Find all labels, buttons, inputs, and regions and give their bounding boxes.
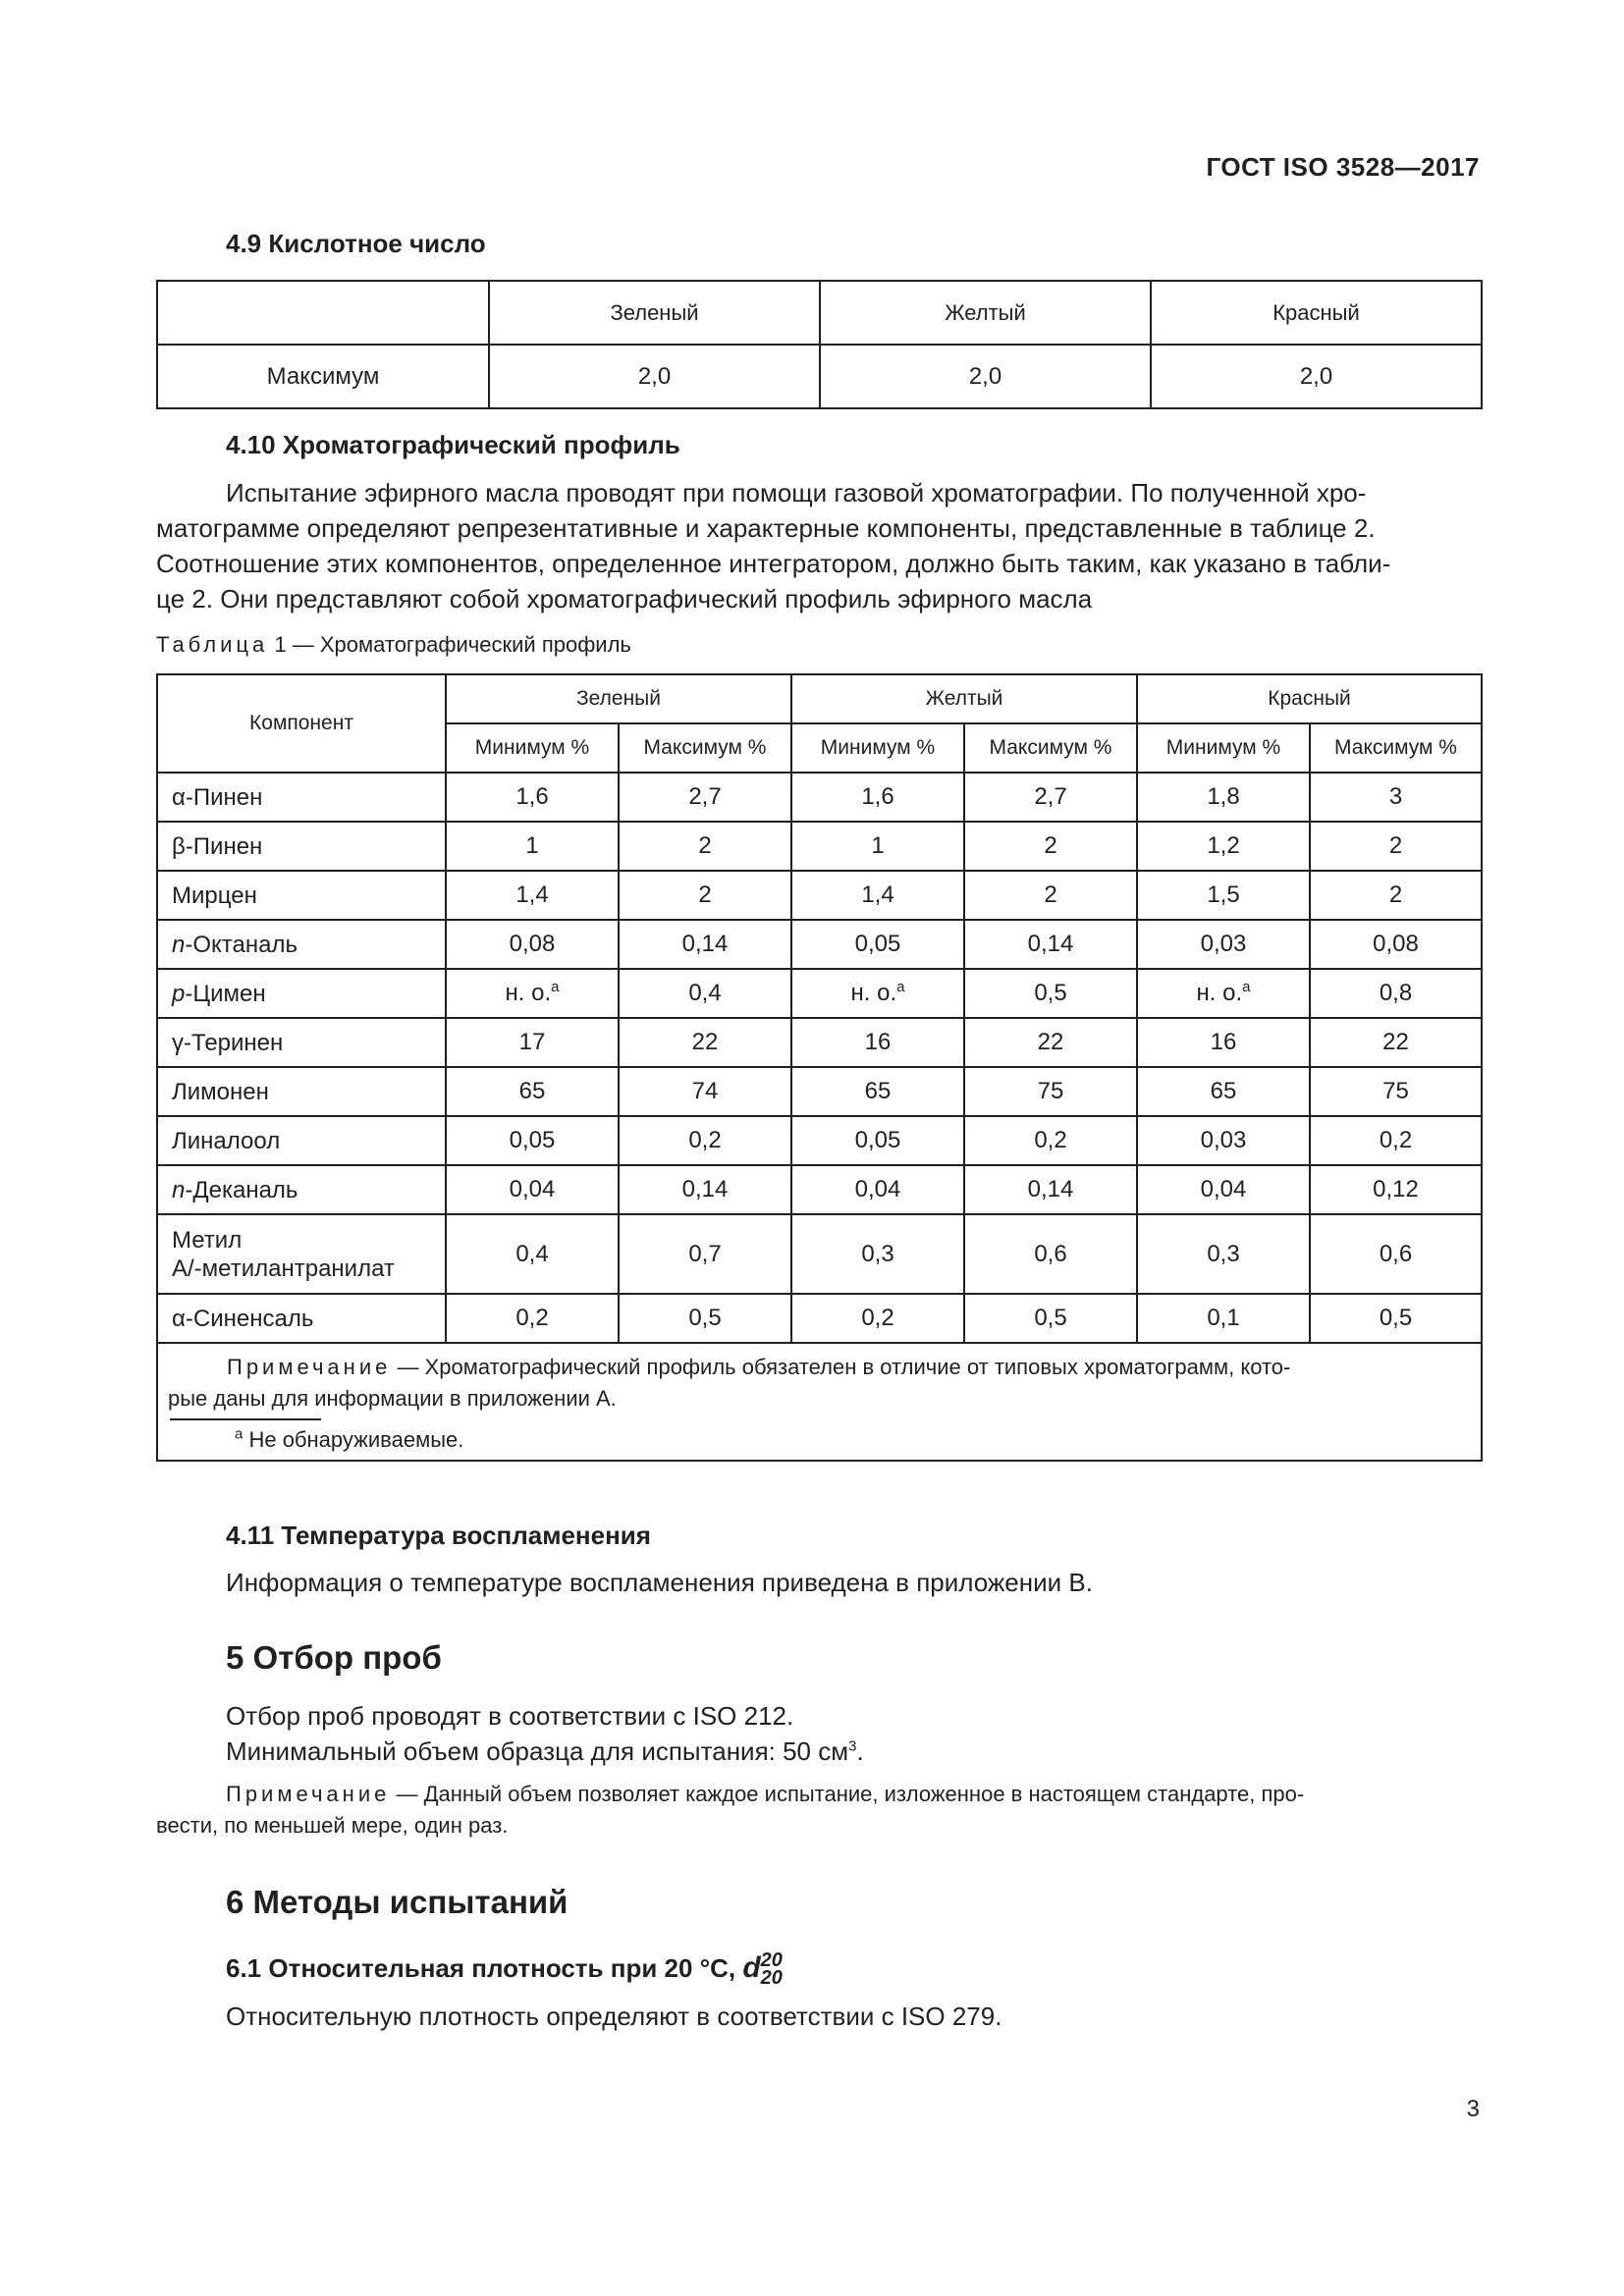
value-cell xyxy=(1310,822,1482,871)
value-text: 65 xyxy=(518,1078,546,1104)
group-header-green: Зеленый xyxy=(446,674,791,723)
value-cell xyxy=(1310,1165,1482,1214)
value-text: 0,04 xyxy=(854,1176,901,1202)
relative-density-symbol xyxy=(742,1949,783,1990)
value-cell xyxy=(619,1214,791,1294)
component-name xyxy=(157,920,446,969)
note-label: Примечание xyxy=(226,1782,391,1806)
section-6-1-title xyxy=(226,1949,783,1990)
paragraph-line: матограмме определяют репрезентативные и характерные компоненты, представленные в таблице 2. xyxy=(156,513,1376,543)
value-cell xyxy=(619,1165,791,1214)
value-cell xyxy=(619,1018,791,1067)
value-text: 0,3 xyxy=(1207,1240,1240,1267)
component-prefix: α- xyxy=(172,1305,193,1332)
value-cell xyxy=(1310,1018,1482,1067)
value-cell xyxy=(1310,1214,1482,1294)
component-name xyxy=(157,1294,446,1343)
value-text: 0,14 xyxy=(1027,1176,1074,1202)
component-label: Синенсаль xyxy=(192,1305,314,1332)
note-text: — Хроматографический профиль обязателен в отличие от типовых хроматограмм, кото- xyxy=(391,1355,1291,1379)
value-text: 2 xyxy=(698,832,712,859)
component-prefix: n xyxy=(172,1176,186,1203)
table-row xyxy=(157,1067,1482,1116)
table-row xyxy=(157,822,1482,871)
component-label: Пинен xyxy=(192,783,263,811)
value-text: 1,8 xyxy=(1207,783,1240,810)
value-cell xyxy=(791,871,964,920)
value-text: 16 xyxy=(1210,1029,1237,1055)
value-text: 2 xyxy=(1388,832,1403,859)
acid-number-table xyxy=(156,280,1483,409)
value-text: 1,4 xyxy=(515,881,549,908)
table-caption xyxy=(156,629,631,661)
value-cell xyxy=(964,920,1137,969)
value-cell xyxy=(446,773,619,822)
table-cell: 2,0 xyxy=(820,345,1151,408)
group-header-yellow: Желтый xyxy=(791,674,1137,723)
footnote-mark: a xyxy=(1242,979,1251,995)
value-cell xyxy=(791,920,964,969)
footnote-mark: a xyxy=(896,979,905,995)
value-text: 17 xyxy=(518,1029,546,1055)
component-name xyxy=(157,1067,446,1116)
value-text: 0,08 xyxy=(1373,931,1419,957)
superscript: 3 xyxy=(848,1737,857,1755)
value-text: 0,2 xyxy=(688,1127,722,1153)
value-cell xyxy=(446,1294,619,1343)
section-5-line-1: Отбор проб проводят в соответствии с ISO 212. xyxy=(226,1701,794,1731)
value-text: 65 xyxy=(864,1078,892,1104)
value-cell xyxy=(1137,1018,1310,1067)
component-prefix: γ- xyxy=(172,1029,191,1056)
value-cell xyxy=(1310,1116,1482,1165)
note-text-line-2: вести, по меньшей мере, один раз. xyxy=(156,1813,509,1838)
value-text: 2 xyxy=(1388,881,1403,908)
value-text: 0,2 xyxy=(515,1305,549,1331)
value-text: н. о. xyxy=(850,980,897,1006)
value-cell xyxy=(791,969,964,1018)
value-cell xyxy=(1137,773,1310,822)
value-cell xyxy=(1137,1165,1310,1214)
value-text: 0,05 xyxy=(509,1127,556,1153)
table-note xyxy=(157,1343,1482,1461)
table-caption-label: Таблица xyxy=(156,632,269,657)
footnote-divider xyxy=(170,1418,321,1420)
value-cell xyxy=(1310,1067,1482,1116)
component-prefix: p xyxy=(172,980,186,1007)
value-cell xyxy=(791,773,964,822)
value-cell xyxy=(1137,1067,1310,1116)
value-text: 22 xyxy=(691,1029,719,1055)
value-cell xyxy=(619,1116,791,1165)
value-text: 0,6 xyxy=(1379,1240,1413,1267)
value-text: 1,2 xyxy=(1207,832,1240,859)
value-text: 0,03 xyxy=(1200,931,1247,957)
section-5-line-2 xyxy=(226,1734,864,1769)
value-cell xyxy=(1137,1214,1310,1294)
value-text: 75 xyxy=(1037,1078,1064,1104)
value-text: 0,7 xyxy=(688,1240,722,1267)
value-cell xyxy=(1310,969,1482,1018)
component-column-header: Компонент xyxy=(157,674,446,773)
table-caption-text: 1 — Хроматографический профиль xyxy=(268,632,631,657)
section-4-10-paragraph xyxy=(156,475,1481,616)
value-text: 75 xyxy=(1382,1078,1409,1104)
value-cell xyxy=(619,822,791,871)
section-5-note xyxy=(156,1779,1481,1842)
component-name xyxy=(157,969,446,1018)
table-header-cell xyxy=(157,281,489,345)
value-text: 0,5 xyxy=(688,1305,722,1331)
value-text: 0,14 xyxy=(681,1176,729,1202)
value-text: 65 xyxy=(1210,1078,1237,1104)
value-cell xyxy=(619,1294,791,1343)
value-text: 1,6 xyxy=(861,783,894,810)
section-6-1-text: Относительную плотность определяют в соответствии с ISO 279. xyxy=(226,2002,1002,2031)
value-cell xyxy=(1137,822,1310,871)
value-cell xyxy=(446,1116,619,1165)
section-4-11-text: Информация о температуре воспламенения приведена в приложении В. xyxy=(226,1568,1093,1597)
component-label: Линалоол xyxy=(172,1127,281,1154)
value-text: 1,6 xyxy=(515,783,549,810)
component-label: -Деканаль xyxy=(185,1176,298,1203)
value-cell xyxy=(446,920,619,969)
value-text: 0,2 xyxy=(1379,1127,1413,1153)
value-text: 0,12 xyxy=(1373,1176,1419,1202)
value-cell xyxy=(446,969,619,1018)
subheader-min: Минимум % xyxy=(446,723,619,773)
value-text: 0,8 xyxy=(1379,980,1413,1006)
value-cell xyxy=(964,1165,1137,1214)
section-5-title: 5 Отбор проб xyxy=(226,1639,442,1676)
section-4-11-title: 4.11 Температура воспламенения xyxy=(226,1521,651,1550)
value-text: 1 xyxy=(525,832,539,859)
value-cell xyxy=(791,1214,964,1294)
subheader-max: Максимум % xyxy=(1310,723,1482,773)
value-cell xyxy=(1310,773,1482,822)
period: . xyxy=(856,1736,864,1766)
value-text: 0,04 xyxy=(509,1176,556,1202)
value-cell xyxy=(1310,871,1482,920)
value-cell xyxy=(619,920,791,969)
table-header-cell: Красный xyxy=(1151,281,1482,345)
component-prefix: α- xyxy=(172,783,193,811)
chromatographic-profile-table xyxy=(156,673,1483,1462)
value-cell xyxy=(791,1165,964,1214)
value-cell xyxy=(964,822,1137,871)
value-text: 0,05 xyxy=(854,931,901,957)
value-text: 2 xyxy=(698,881,712,908)
value-text: 2 xyxy=(1044,881,1057,908)
page-number: 3 xyxy=(1466,2096,1480,2122)
value-text: 74 xyxy=(691,1078,719,1104)
value-text: 2,7 xyxy=(1034,783,1067,810)
value-cell xyxy=(1310,920,1482,969)
component-prefix: β- xyxy=(172,832,193,860)
table-header-cell: Зеленый xyxy=(489,281,820,345)
value-text: 0,5 xyxy=(1034,1305,1067,1331)
value-cell xyxy=(791,1018,964,1067)
component-name xyxy=(157,822,446,871)
min-volume-text: Минимальный объем образца для испытания: 50 см xyxy=(226,1736,849,1766)
value-cell xyxy=(1137,969,1310,1018)
subheader-min: Минимум % xyxy=(791,723,964,773)
value-cell xyxy=(791,1116,964,1165)
value-text: 0,4 xyxy=(515,1240,549,1267)
table-row xyxy=(157,1018,1482,1067)
value-cell xyxy=(446,1018,619,1067)
value-cell xyxy=(619,1067,791,1116)
value-cell xyxy=(619,773,791,822)
component-label-line-2: А/-метилантранилат xyxy=(172,1255,395,1282)
component-name xyxy=(157,871,446,920)
subheader-max: Максимум % xyxy=(964,723,1137,773)
value-text: 0,5 xyxy=(1379,1305,1413,1331)
value-cell xyxy=(791,822,964,871)
subheader-min: Минимум % xyxy=(1137,723,1310,773)
table-row xyxy=(157,1116,1482,1165)
paragraph-line: це 2. Они представляют собой хроматографический профиль эфирного масла xyxy=(156,584,1093,614)
component-name xyxy=(157,1165,446,1214)
note-label: Примечание xyxy=(227,1355,392,1379)
footnote-text: Не обнаруживаемые. xyxy=(243,1427,464,1452)
section-4-10-title: 4.10 Хроматографический профиль xyxy=(226,430,680,459)
table-cell: 2,0 xyxy=(1151,345,1482,408)
subheader-max: Максимум % xyxy=(619,723,791,773)
component-name xyxy=(157,1214,446,1294)
table-row xyxy=(157,1294,1482,1343)
table-row xyxy=(157,920,1482,969)
component-name xyxy=(157,1116,446,1165)
component-name xyxy=(157,1018,446,1067)
value-cell xyxy=(964,1116,1137,1165)
value-text: 22 xyxy=(1037,1029,1064,1055)
value-text: 0,3 xyxy=(861,1240,894,1267)
value-cell xyxy=(1310,1294,1482,1343)
value-cell xyxy=(446,871,619,920)
value-text: 0,03 xyxy=(1200,1127,1247,1153)
value-text: 2 xyxy=(1044,832,1057,859)
paragraph-line: Соотношение этих компонентов, определенное интегратором, должно быть таким, как указано в табли- xyxy=(156,549,1391,578)
footnote-mark: a xyxy=(551,979,560,995)
table-cell: Максимум xyxy=(157,345,489,408)
value-cell xyxy=(964,969,1137,1018)
note-text: — Данный объем позволяет каждое испытание, изложенное в настоящем стандарте, про- xyxy=(390,1782,1305,1806)
value-text: н. о. xyxy=(1196,980,1243,1006)
value-cell xyxy=(446,1214,619,1294)
component-label: -Цимен xyxy=(185,980,266,1007)
footnote-mark: a xyxy=(235,1425,244,1443)
value-text: 0,1 xyxy=(1207,1305,1240,1331)
component-prefix: n xyxy=(172,931,186,958)
value-cell xyxy=(619,871,791,920)
d-subscript: 20 xyxy=(760,1967,783,1990)
document-code: ГОСТ ISO 3528—2017 xyxy=(1206,152,1480,182)
paragraph-line: Испытание эфирного масла проводят при помощи газовой хроматографии. По полученной хро- xyxy=(226,478,1367,507)
value-text: 0,5 xyxy=(1034,980,1067,1006)
value-cell xyxy=(964,871,1137,920)
component-label: -Октаналь xyxy=(185,931,298,958)
value-text: 0,4 xyxy=(688,980,722,1006)
section-6-1-title-text: 6.1 Относительная плотность при 20 °С, xyxy=(226,1953,743,1983)
component-label: Пинен xyxy=(192,832,263,860)
profile-rows xyxy=(157,773,1482,1343)
value-text: н. о. xyxy=(505,980,552,1006)
table-row xyxy=(157,1165,1482,1214)
value-text: 1 xyxy=(871,832,885,859)
value-cell xyxy=(1137,871,1310,920)
value-cell xyxy=(1137,920,1310,969)
value-cell xyxy=(791,1294,964,1343)
component-label: Мирцен xyxy=(172,881,257,909)
value-cell xyxy=(446,1165,619,1214)
value-text: 16 xyxy=(864,1029,892,1055)
d-superscript: 20 xyxy=(760,1949,783,1972)
value-cell xyxy=(1137,1294,1310,1343)
value-text: 1,5 xyxy=(1207,881,1240,908)
section-4-9-title: 4.9 Кислотное число xyxy=(226,229,486,258)
section-6-title: 6 Методы испытаний xyxy=(226,1884,568,1920)
group-header-red: Красный xyxy=(1137,674,1482,723)
value-cell xyxy=(791,1067,964,1116)
value-cell xyxy=(964,1067,1137,1116)
d-letter: d xyxy=(742,1951,761,1984)
value-cell xyxy=(446,1067,619,1116)
value-cell xyxy=(964,1018,1137,1067)
value-cell xyxy=(964,1214,1137,1294)
component-label: Теринен xyxy=(191,1029,284,1056)
value-cell xyxy=(1137,1116,1310,1165)
value-text: 3 xyxy=(1388,783,1403,810)
table-row xyxy=(157,1214,1482,1294)
value-text: 0,05 xyxy=(854,1127,901,1153)
value-text: 0,14 xyxy=(1027,931,1074,957)
table-cell: 2,0 xyxy=(489,345,820,408)
value-text: 0,2 xyxy=(861,1305,894,1331)
component-label: Метил xyxy=(172,1226,243,1254)
value-text: 0,2 xyxy=(1034,1127,1067,1153)
table-row xyxy=(157,871,1482,920)
footnote xyxy=(215,1424,1469,1456)
value-text: 0,6 xyxy=(1034,1240,1067,1267)
value-cell xyxy=(964,773,1137,822)
table-row xyxy=(157,969,1482,1018)
component-name xyxy=(157,773,446,822)
value-text: 0,08 xyxy=(509,931,556,957)
component-label: Лимонен xyxy=(172,1078,269,1105)
note-text-line-2: рые даны для информации в приложении А. xyxy=(168,1386,617,1411)
table-header-cell: Желтый xyxy=(820,281,1151,345)
table-row xyxy=(157,773,1482,822)
value-text: 0,14 xyxy=(681,931,729,957)
value-text: 0,04 xyxy=(1200,1176,1247,1202)
value-text: 22 xyxy=(1382,1029,1409,1055)
value-cell xyxy=(446,822,619,871)
value-text: 2,7 xyxy=(688,783,722,810)
value-cell xyxy=(964,1294,1137,1343)
value-cell xyxy=(619,969,791,1018)
value-text: 1,4 xyxy=(861,881,894,908)
